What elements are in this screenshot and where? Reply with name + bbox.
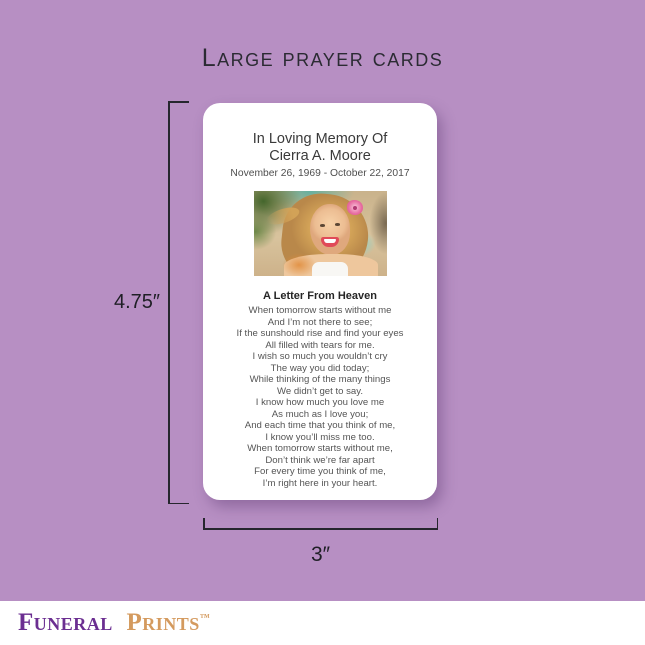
portrait-eye-right	[335, 223, 340, 226]
prayer-card	[203, 103, 437, 500]
footer-bar	[0, 601, 645, 645]
poem-line: I’m right here in your heart.	[262, 477, 378, 489]
portrait-shirt	[312, 262, 348, 276]
memorial-name: Cierra A. Moore	[269, 148, 371, 164]
poem-title: A Letter From Heaven	[263, 290, 377, 302]
portrait-teeth	[324, 239, 336, 243]
portrait-face	[310, 204, 350, 255]
poem-line: All filled with tears for me.	[265, 339, 375, 351]
portrait-photo	[254, 191, 387, 276]
poem-line: I know how much you love me	[255, 397, 385, 408]
poem-line: When tomorrow starts without me,	[247, 443, 393, 454]
portrait-eye-left	[320, 224, 325, 227]
poem-line: As much as I love you;	[271, 408, 369, 420]
height-dimension-line	[168, 101, 170, 504]
poem-line: Don’t think we’re far apart	[265, 454, 375, 466]
width-dimension-label: 3″	[310, 543, 331, 566]
poem-line: And each time that you think of me,	[244, 420, 396, 431]
poem-line: If the sunshould rise and find your eyes	[236, 328, 404, 339]
poem-line: We didn’t get to say.	[276, 385, 364, 397]
poem-text	[203, 305, 437, 489]
brand-logo	[18, 609, 210, 637]
memorial-heading: In Loving Memory Of	[252, 131, 388, 147]
brand-word-funeral: Funeral	[18, 609, 113, 636]
page-title: Large prayer cards	[201, 44, 444, 72]
poem-line: I know you’ll miss me too.	[265, 431, 375, 443]
poem-line: When tomorrow starts without me	[248, 305, 392, 316]
poem-line: The way you did today;	[270, 362, 370, 374]
width-dimension-cap-right	[437, 518, 439, 530]
height-dimension-cap-bottom	[168, 503, 189, 505]
poem-line: For every time you think of me,	[254, 466, 386, 477]
width-dimension-line	[203, 528, 438, 530]
poem-line: And I’m not there to see;	[267, 316, 373, 328]
portrait-sunlit-shoulder	[282, 253, 316, 276]
brand-word-prints: Prints	[126, 609, 200, 636]
height-dimension-label: 4.75″	[113, 291, 160, 313]
portrait-flower-center	[353, 206, 357, 210]
poem-line: While thinking of the many things	[249, 374, 391, 385]
trademark-symbol: ™	[199, 612, 211, 624]
poem-line: I wish so much you wouldn’t cry	[252, 351, 388, 362]
width-dimension-cap-left	[203, 518, 205, 530]
memorial-dates: November 26, 1969 - October 22, 2017	[230, 168, 410, 179]
height-dimension-cap-top	[168, 101, 189, 103]
